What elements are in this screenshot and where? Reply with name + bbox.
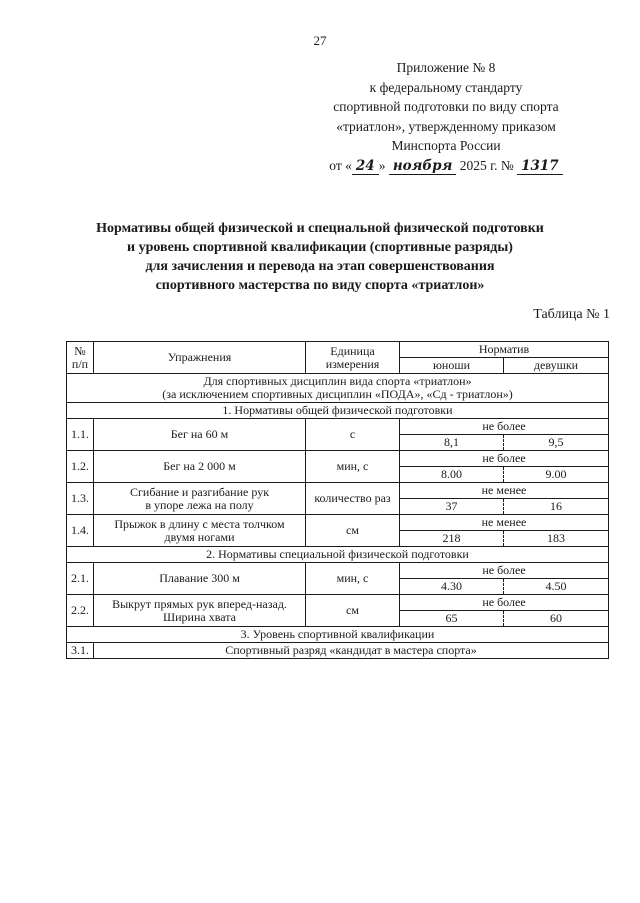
row-exercise: Бег на 60 м [94, 419, 306, 451]
header-unit-line: Единица [330, 343, 375, 358]
page-number: 27 [313, 33, 327, 48]
table-row [67, 419, 609, 435]
section-title: 3. Уровень спортивной квалификации [67, 627, 609, 643]
row-unit: количество раз [306, 483, 400, 515]
row-qualification: Спортивный разряд «кандидат в мастера спорта» [94, 643, 609, 659]
section-title: 2. Нормативы специальной физической подготовки [67, 547, 609, 563]
row-girls: 9.00 [504, 467, 609, 483]
section-row [67, 627, 609, 643]
row-condition: не менее [400, 483, 609, 499]
date-mid: » [378, 157, 386, 173]
row-num: 1.1. [67, 419, 94, 451]
header-boys: юноши [400, 358, 504, 374]
row-boys: 8,1 [400, 435, 504, 451]
order-number-handwritten: 1317 [517, 158, 563, 175]
ministry-name: Минспорта России [391, 138, 501, 153]
document-title [0, 219, 640, 295]
table-row [67, 483, 609, 499]
row-exercise: Плавание 300 м [94, 563, 306, 595]
date-day-handwritten: 24 [352, 158, 379, 175]
header-unit [306, 342, 400, 374]
row-exercise-line: Выкрут прямых рук вперед-назад. [112, 596, 287, 611]
section-row [67, 403, 609, 419]
row-boys: 65 [400, 611, 504, 627]
section-row [67, 547, 609, 563]
row-unit: см [306, 515, 400, 547]
title-line: и уровень спортивной квалификации (спортивные разряды) [127, 240, 513, 255]
table-row [67, 643, 609, 659]
row-girls: 60 [504, 611, 609, 627]
row-girls: 9,5 [504, 435, 609, 451]
header-unit-line: измерения [325, 356, 380, 371]
row-exercise-line: Сгибание и разгибание рук [129, 484, 270, 499]
row-exercise-line: Ширина хвата [163, 609, 236, 624]
row-num: 1.3. [67, 483, 94, 515]
row-boys: 37 [400, 499, 504, 515]
row-exercise-line: Прыжок в длину с места толчком [114, 516, 285, 531]
header-num [67, 342, 94, 374]
row-unit: мин, с [306, 451, 400, 483]
scope-line: Для спортивных дисциплин вида спорта «триатлон» [203, 374, 472, 388]
row-boys: 218 [400, 531, 504, 547]
row-condition: не более [400, 563, 609, 579]
row-condition: не менее [400, 515, 609, 531]
row-unit: с [306, 419, 400, 451]
scope-cell [67, 374, 609, 403]
appendix-line: «триатлон», утвержденному приказом [336, 118, 556, 134]
row-exercise [94, 515, 306, 547]
scope-line: (за исключением спортивных дисциплин «ПОДА», «Сд - триатлон») [162, 387, 513, 401]
row-num: 1.2. [67, 451, 94, 483]
table-row [67, 451, 609, 467]
row-exercise-line: в упоре лежа на полу [145, 497, 254, 512]
date-month-handwritten: ноября [389, 158, 457, 175]
row-condition: не более [400, 595, 609, 611]
appendix-line: к федеральному стандарту [369, 79, 523, 95]
row-num: 2.1. [67, 563, 94, 595]
title-line: для зачисления и перевода на этап совершенствования [145, 259, 495, 274]
section-title: 1. Нормативы общей физической подготовки [67, 403, 609, 419]
title-line: Нормативы общей физической и специальной физической подготовки [96, 221, 544, 236]
order-date-line [296, 156, 596, 176]
row-girls: 16 [504, 499, 609, 515]
date-year: 2025 г. № [459, 157, 514, 173]
table-row [67, 515, 609, 531]
header-exercise: Упражнения [94, 342, 306, 374]
row-exercise: Бег на 2 000 м [94, 451, 306, 483]
row-num: 1.4. [67, 515, 94, 547]
date-prefix: от « [329, 157, 352, 173]
table-row [67, 595, 609, 611]
row-boys: 8.00 [400, 467, 504, 483]
row-boys: 4.30 [400, 579, 504, 595]
appendix-line: Приложение № 8 [396, 60, 496, 75]
header-girls: девушки [504, 358, 609, 374]
header-num-line: п/п [71, 356, 89, 371]
appendix-line: спортивной подготовки по виду спорта [333, 99, 559, 114]
row-condition: не более [400, 419, 609, 435]
row-girls: 4.50 [504, 579, 609, 595]
header-num-line: № [74, 343, 86, 358]
row-condition: не более [400, 451, 609, 467]
norms-table [66, 341, 609, 659]
row-unit: мин, с [306, 563, 400, 595]
row-girls: 183 [504, 531, 609, 547]
row-num: 3.1. [67, 643, 94, 659]
scope-row [67, 374, 609, 403]
table-row [67, 563, 609, 579]
row-num: 2.2. [67, 595, 94, 627]
header-norm: Норматив [400, 342, 609, 358]
header-row [67, 342, 609, 358]
appendix-header [296, 58, 596, 175]
row-unit: см [306, 595, 400, 627]
row-exercise [94, 483, 306, 515]
row-exercise-line: двумя ногами [164, 529, 235, 544]
row-exercise [94, 595, 306, 627]
title-line: спортивного мастерства по виду спорта «триатлон» [155, 278, 485, 293]
appendix-line [296, 136, 596, 156]
table-label: Таблица № 1 [533, 307, 610, 322]
